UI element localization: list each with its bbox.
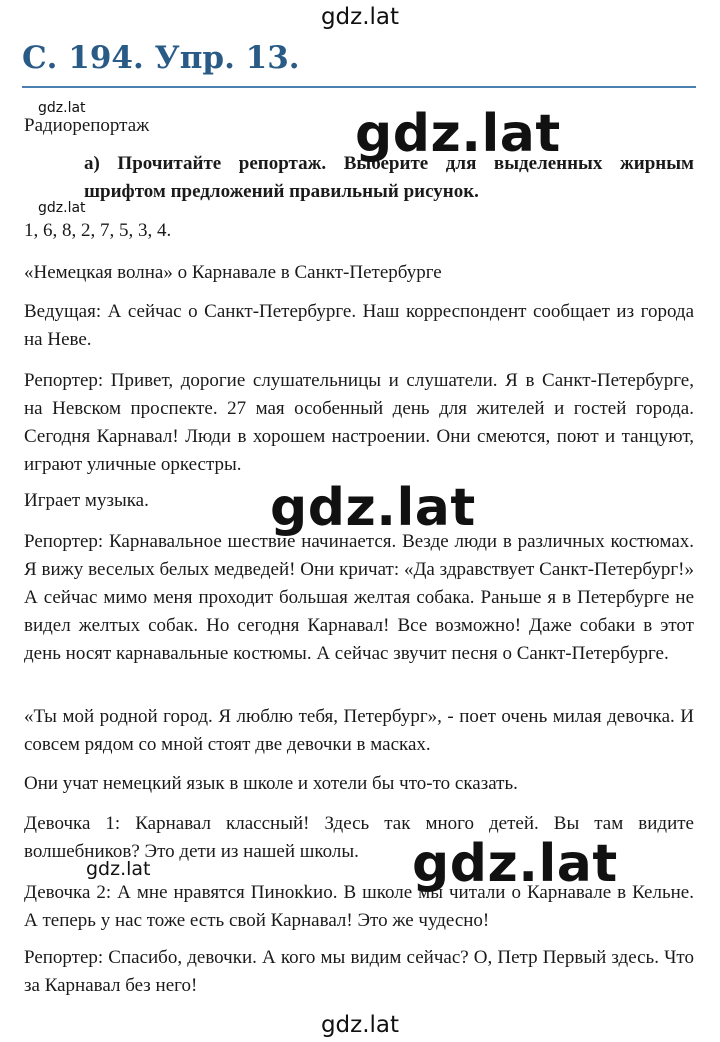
watermark-small-2: gdz.lat [38, 200, 86, 216]
watermark-bottom: gdz.lat [320, 1012, 400, 1038]
paragraph-2: Репортер: Привет, дорогие слушательницы и слушатели. Я в Санкт-Петербурге, на Невском проспекте. 27 мая особенный день для жителей и гостей города. Сегодня Карнавал! Люди в хорошем настроении. Они смеются, поют и танцуют, играют уличные оркестры. [24, 370, 694, 475]
watermark-small-1: gdz.lat [38, 100, 86, 116]
paragraph-3: Играет музыка. [24, 490, 149, 511]
paragraph-7: Девочка 1: Карнавал классный! Здесь так много детей. Вы там видите волшебников? Это дети из нашей школы. [24, 813, 694, 862]
paragraph-8: Девочка 2: А мне нравятся Пинокkио. В школе мы читали о Карнавале в Кельне. А теперь у нас тоже есть свой Карнавал! Это же чудесно! [24, 882, 694, 931]
section-heading: Радиорепортаж [24, 115, 150, 136]
paragraph-9: Репортер: Спасибо, девочки. А кого мы видим сейчас? О, Петр Первый здесь. Что за Карнавал без него! [24, 947, 694, 996]
watermark-top: gdz.lat [320, 4, 400, 30]
page-title: С. 194. Упр. 13. [22, 40, 300, 76]
task-instruction: а) Прочитайте репортаж. Выберите для выделенных жирным шрифтом предложений правильный рисунок. [84, 153, 694, 202]
title-divider [22, 86, 696, 88]
watermark-small-3: gdz.lat [86, 858, 151, 880]
paragraph-6: Они учат немецкий язык в школе и хотели бы что-то сказать. [24, 773, 518, 794]
watermark-big-1: gdz.lat [355, 104, 561, 164]
watermark-big-2: gdz.lat [270, 478, 476, 538]
paragraph-4: Репортер: Карнавальное шествие начинается. Везде люди в различных костюмах. Я вижу веселых белых медведей! Они кричат: «Да здравствует Санкт-Петербург!» А сейчас мимо меня проходит большая желтая собака. Раньше я в Петербурге не видел желтых собак. Но сегодня Карнавал! Все возможно! Даже собаки в этот день носят карнавальные костюмы. А сейчас звучит песня о Санкт-Петербурге. [24, 531, 694, 664]
report-headline: «Немецкая волна» о Карнавале в Санкт-Петербурге [24, 262, 442, 283]
paragraph-5: «Ты мой родной город. Я люблю тебя, Петербург», - поет очень милая девочка. И совсем рядом со мной стоят две девочки в масках. [24, 706, 694, 755]
answer-sequence: 1, 6, 8, 2, 7, 5, 3, 4. [24, 220, 172, 241]
paragraph-1: Ведущая: А сейчас о Санкт-Петербурге. Наш корреспондент сообщает из города на Неве. [24, 301, 694, 350]
watermark-big-3: gdz.lat [412, 834, 618, 894]
